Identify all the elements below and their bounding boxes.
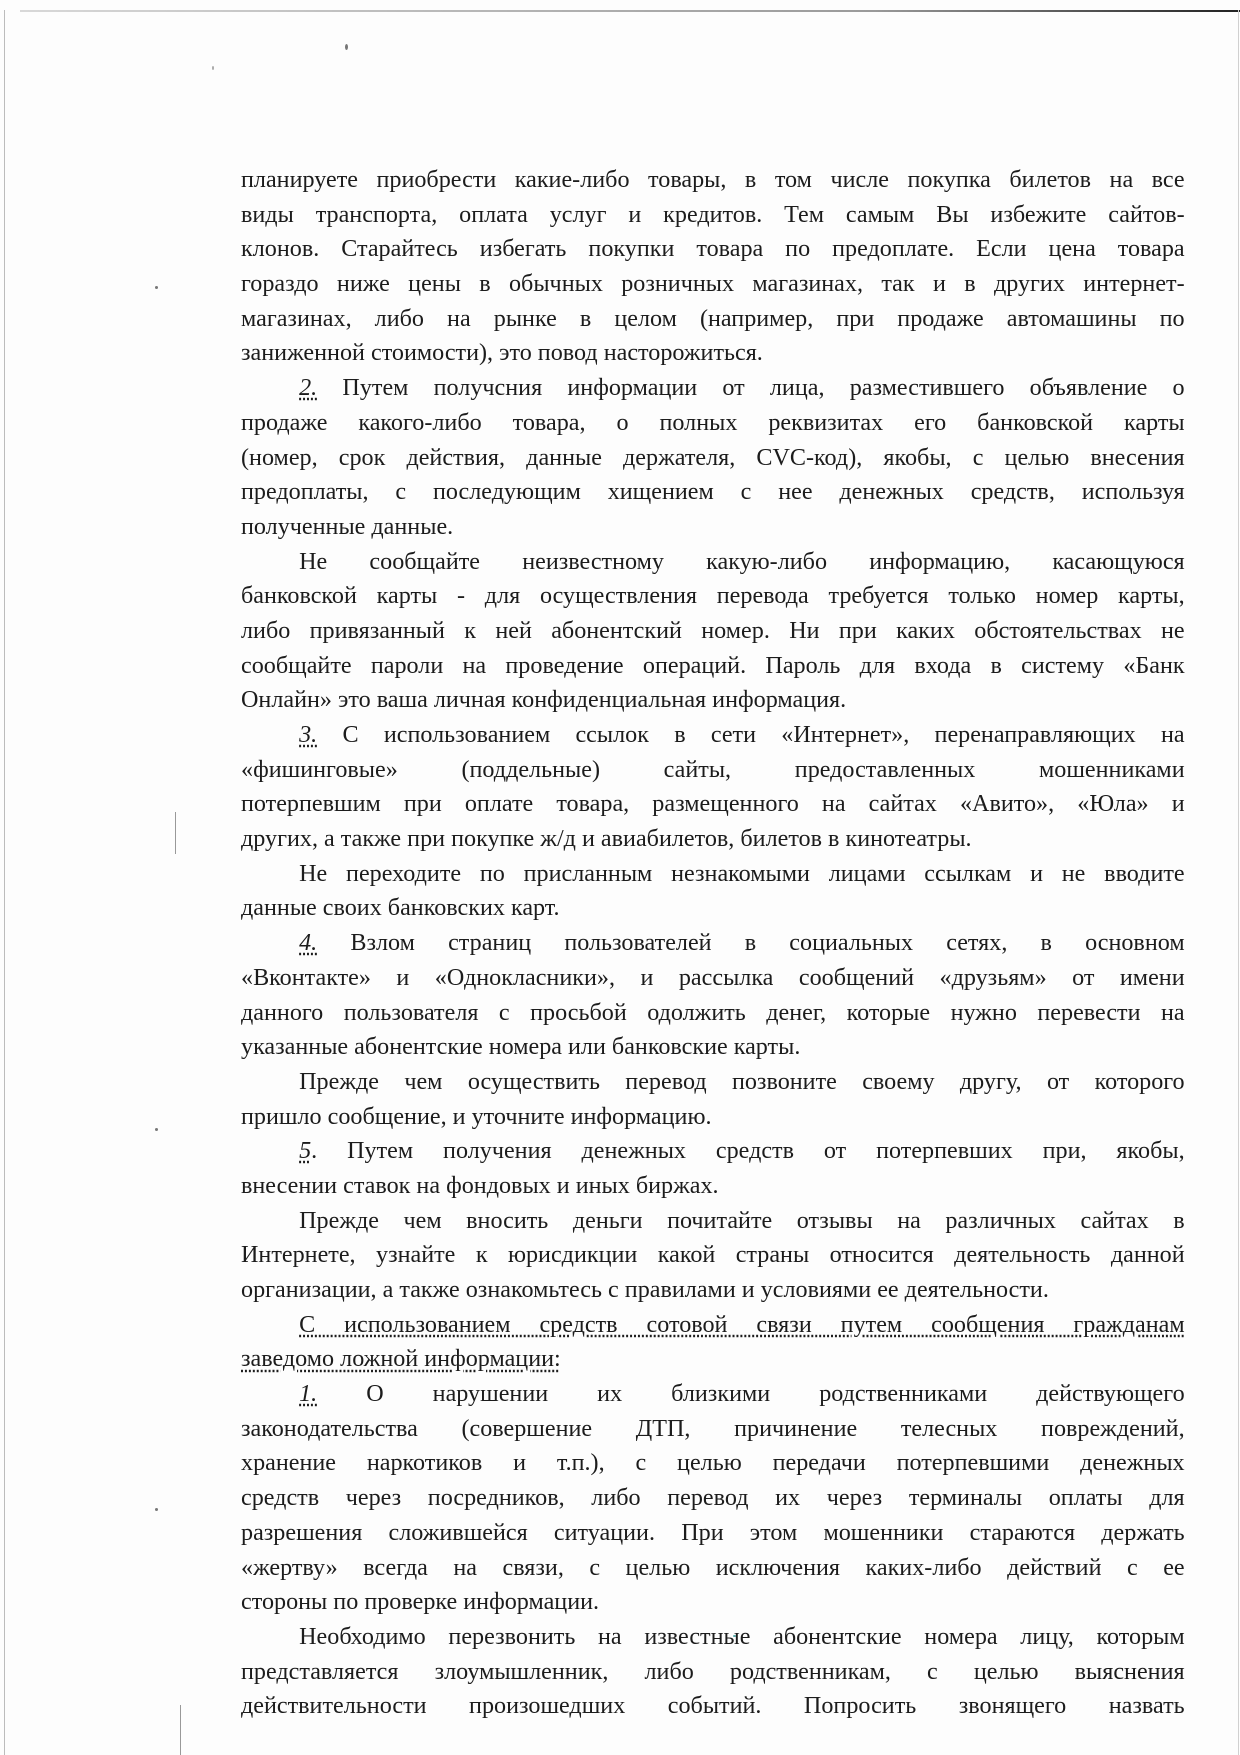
text-line: других, а также при покупке ж/д и авиабилетов, билетов в кинотеатры. [241,825,972,853]
item-text: . Путем получения денежных средств от потерпевших при, якобы, [311,1137,1185,1165]
item-number: 5 [299,1137,312,1165]
text-line: либо привязанный к ней абонентский номер. Ни при каких обстоятельствах не [241,616,1185,644]
text-line: «Вконтакте» и «Однокласники», и рассылка сообщений «друзьям» от имени [241,963,1185,991]
text-line: предоплаты, с последующим хищением с нее денежных средств, используя [241,478,1185,506]
text-line: полученные данные. [241,512,454,540]
section-heading [241,1308,1185,1377]
text-line: организации, а также ознакомьтесь с правилами и условиями ее деятельности. [241,1276,1049,1303]
text-line: хранение наркотиков и т.п.), с целью передачи потерпевшими денежных [241,1449,1185,1477]
text-line: стороны по проверке информации. [241,1588,600,1616]
advice-paragraph-5 [241,1204,1185,1308]
heading-line: С использованием средств сотовой связи путем сообщения гражданам [299,1310,1185,1338]
text-line: законодательства (совершение ДТП, причинение телесных повреждений, [241,1414,1185,1442]
scan-mark [175,812,176,854]
text-line [241,926,1185,961]
text-line: Прежде чем вносить деньги почитайте отзывы на различных сайтах в [299,1206,1185,1234]
list-item-2 [241,371,1185,544]
scan-speck [155,286,158,289]
advice-paragraph-2 [241,545,1185,718]
item-number: 3. [299,721,318,748]
item-number: 4. [299,929,318,957]
text-line: «жертву» всегда на связи, с целью исключения каких-либо действий с ее [241,1553,1185,1581]
text-line: сообщайте пароли на проведение операций. Пароль для входа в систему «Банк [241,651,1185,679]
text-line: разрешения сложившейся ситуации. При этом мошенники стараются держать [241,1518,1185,1546]
text-line: указанные абонентские номера или банковские карты. [241,1033,801,1061]
text-line: виды транспорта, оплата услуг и кредитов. Тем самым Вы избежите сайтов- [241,200,1185,228]
text-line: Необходимо перезвонить на известные абонентские номера лицу, которым [299,1622,1185,1650]
text-line: внесении ставок на фондовых и иных биржах. [241,1171,719,1199]
text-line [241,1377,1185,1412]
text-line: (номер, срок действия, данные держателя, CVC-код), якобы, с целью внесения [241,443,1185,471]
intro-paragraph [241,163,1185,371]
text-line: гораздо ниже цены в обычных розничных магазинах, так и в других интернет- [241,270,1185,298]
text-line: действительности произошедших событий. Попросить звонящего назвать [241,1692,1185,1720]
text-line: банковской карты - для осуществления перевода требуется только номер карты, [241,582,1185,610]
text-line: Интернете, узнайте к юрисдикции какой страны относится деятельность данной [241,1241,1185,1269]
scan-top-edge [20,10,1240,12]
scan-mark [180,1705,181,1755]
scan-speck [155,1128,158,1131]
text-line: пришло сообщение, и уточните информацию. [241,1102,712,1130]
scan-speck [212,66,214,70]
text-line: клонов. Старайтесь избегать покупки товара по предоплате. Если цена товара [241,235,1185,263]
text-line: Не переходите по присланным незнакомыми лицами ссылкам и не вводите [299,859,1185,887]
list-item-4 [241,926,1185,1065]
advice-paragraph-cellular-1 [241,1620,1185,1724]
item-number: 1. [299,1380,318,1408]
item-text: Взлом страниц пользователей в социальных сетях, в основном [317,929,1185,957]
document-body [241,163,1185,1724]
item-text: Путем получсния информации от лица, разместившего объявление о [317,374,1185,402]
cellular-list-item-1 [241,1377,1185,1620]
text-line: потерпевшим при оплате товара, размещенного на сайтах «Авито», «Юла» и [241,790,1185,818]
scan-left-edge [4,10,5,1755]
text-line: Прежде чем осуществить перевод позвоните своему другу, от которого [299,1067,1185,1095]
scan-speck [345,44,348,50]
heading-line [241,1342,1185,1377]
item-text: С использованием ссылок в сети «Интернет», перенаправляющих на [317,721,1185,748]
text-line: продаже какого-либо товара, о полных реквизитах его банковской карты [241,408,1185,436]
scan-right-edge [1238,10,1239,1755]
text-line: средств через посредников, либо перевод их через терминалы оплаты для [241,1484,1185,1512]
list-item-3 [241,718,1185,857]
text-line [241,718,1185,753]
text-line [241,1134,1185,1169]
text-line [241,371,1185,406]
heading-text: заведомо ложной информации: [241,1345,561,1373]
text-line: данного пользователя с просьбой одолжить денег, которые нужно перевести на [241,998,1185,1026]
text-line: данные своих банковских карт. [241,894,560,922]
text-line: Онлайн» это ваша личная конфиденциальная информация. [241,686,847,714]
text-line: «фишинговые» (поддельные) сайты, предоставленных мошенниками [241,755,1185,783]
text-line: планируете приобрести какие-либо товары, в том числе покупка билетов на все [241,166,1185,193]
advice-paragraph-3 [241,857,1185,926]
item-text: О нарушении их близкими родственниками действующего [317,1380,1185,1408]
text-line: Не сообщайте неизвестному какую-либо информацию, касающуюся [299,547,1185,575]
text-line: магазинах, либо на рынке в целом (например, при продаже автомашины по [241,304,1185,332]
text-line: заниженной стоимости), это повод насторожиться. [241,339,763,367]
item-number: 2. [299,374,318,402]
scan-speck [155,1508,158,1511]
advice-paragraph-4 [241,1065,1185,1134]
list-item-5 [241,1134,1185,1203]
text-line: представляется злоумышленник, либо родственникам, с целью выяснения [241,1657,1185,1685]
